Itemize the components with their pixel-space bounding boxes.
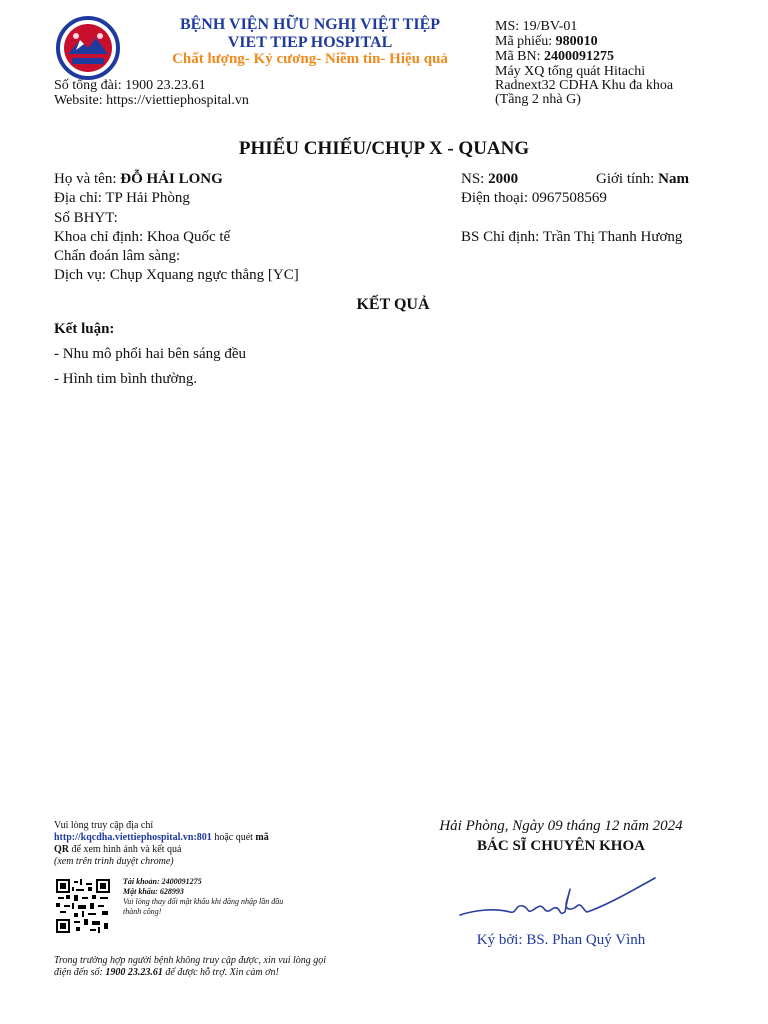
password: Mật khẩu: 628993	[123, 887, 184, 896]
support-note: Trong trường hợp người bệnh không truy cập được, xin vui lòng gọi điện đến số: 1900 23.23.61 để được hỗ trợ. Xin cảm ơn!	[54, 955, 327, 978]
gender: Giới tính: Nam	[596, 171, 689, 187]
conclusion-label: Kết luận:	[54, 321, 115, 337]
ordering-department: Khoa chỉ định: Khoa Quốc tế	[54, 229, 231, 245]
result-line-1: - Nhu mô phổi hai bên sáng đều	[54, 346, 247, 362]
birth-year: NS: 2000	[461, 171, 519, 187]
service: Dịch vụ: Chụp Xquang ngực thẳng [YC]	[54, 267, 299, 283]
result-line-2: - Hình tim bình thường.	[54, 371, 198, 387]
place-and-date: Hải Phòng, Ngày 09 tháng 12 năm 2024	[439, 818, 683, 834]
account: Tài khoản: 2400091275	[123, 877, 202, 886]
change-password-note-1: Vui lòng thay đổi mật khẩu khi đăng nhập lần đầu	[123, 897, 284, 906]
insurance-number: Số BHYT:	[54, 210, 118, 226]
hotline: Số tổng đài: 1900 23.23.61	[54, 78, 206, 93]
access-instructions: Vui lòng truy cập địa chỉ http://kqcdha.viettiephospital.vn:801 hoặc quét mã QR để xem hình ảnh và kết quả (xem trên trình duyệt chrome)	[54, 820, 269, 867]
signature-image	[455, 870, 675, 930]
website: Website: https://viettiephospital.vn	[54, 93, 249, 108]
change-password-note-2: thành công!	[123, 907, 162, 916]
hospital-logo	[56, 16, 120, 80]
form-code: MS: 19/BV-01	[495, 19, 578, 34]
document-title: PHIẾU CHIẾU/CHỤP X - QUANG	[238, 138, 530, 159]
machine-line-3: (Tầng 2 nhà G)	[495, 92, 581, 107]
patient-name: Họ và tên: ĐỖ HẢI LONG	[54, 171, 223, 187]
hospital-name-vn: BỆNH VIỆN HỮU NGHỊ VIỆT TIỆP	[179, 16, 441, 33]
clinical-diagnosis: Chẩn đoán lâm sàng:	[54, 248, 181, 264]
signer-role: BÁC SĨ CHUYÊN KHOA	[477, 838, 645, 854]
patient-code: Mã BN: 2400091275	[495, 49, 614, 64]
machine-line-2: Radnext32 CDHA Khu đa khoa	[495, 78, 674, 93]
ticket-code: Mã phiếu: 980010	[495, 34, 598, 49]
signed-by: Ký bởi: BS. Phan Quý Vình	[476, 932, 646, 948]
ordering-doctor: BS Chỉ định: Trần Thị Thanh Hương	[461, 229, 683, 245]
hospital-motto: Chất lượng- Kỷ cương- Niềm tin- Hiệu quả	[172, 51, 448, 67]
qr-code[interactable]	[56, 879, 110, 933]
credentials	[123, 877, 333, 917]
machine-line-1: Máy XQ tổng quát Hitachi	[495, 64, 646, 79]
result-heading: KẾT QUẢ	[356, 296, 430, 313]
result-portal-link[interactable]: http://kqcdha.viettiephospital.vn:801	[54, 832, 212, 843]
address: Địa chỉ: TP Hải Phòng	[54, 190, 190, 206]
phone: Điện thoại: 0967508569	[461, 190, 607, 206]
hospital-name-en: VIET TIEP HOSPITAL	[227, 34, 393, 51]
